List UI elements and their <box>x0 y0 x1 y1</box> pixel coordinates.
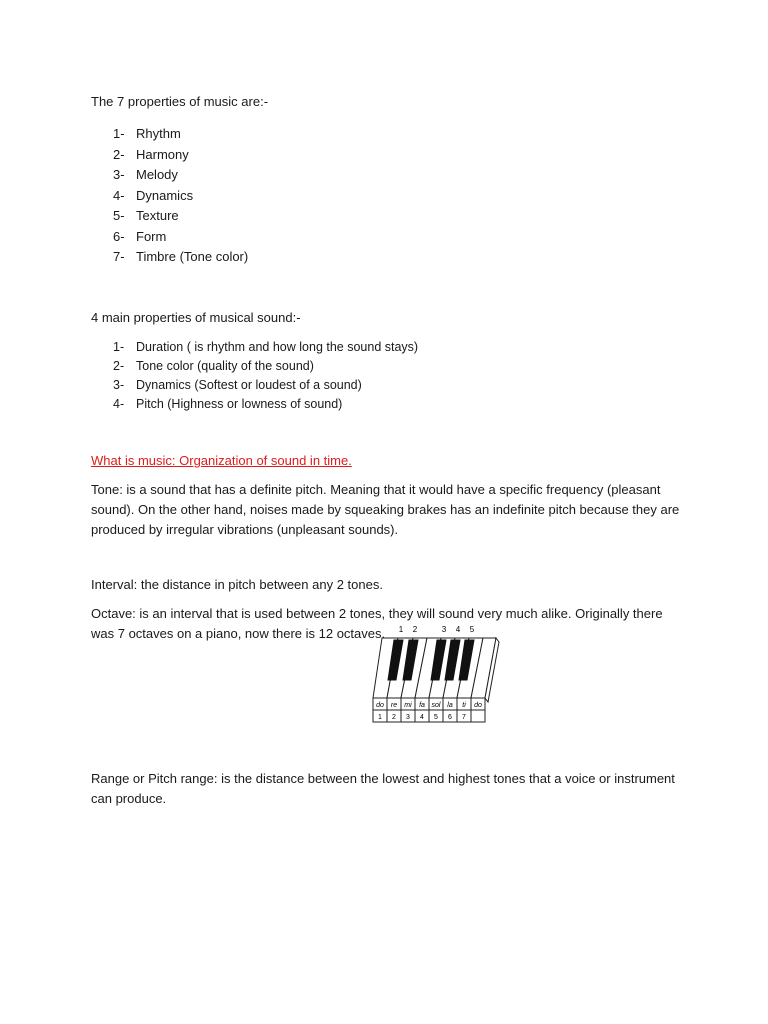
range-definition: Range or Pitch range: is the distance between the lowest and highest tones that a voice or instrument can produce. <box>91 771 675 806</box>
octave-definition: Octave: is an interval that is used between 2 tones, they will sound very much alike. Originally there was 7 octaves on a piano, now there is 12 octaves. <box>91 606 663 641</box>
list-text: Form <box>136 228 167 244</box>
list-number: 4- <box>113 397 125 411</box>
solfege-label: fa <box>419 702 425 709</box>
list-item <box>91 337 418 356</box>
white-key-number: 6 <box>448 714 452 721</box>
list-item <box>91 375 418 394</box>
list-number: 5- <box>113 208 125 223</box>
solfege-label: re <box>390 702 398 709</box>
list-item <box>91 165 248 186</box>
white-key-number: 1 <box>378 714 382 721</box>
list-text: Texture <box>136 208 179 223</box>
properties-heading: The 7 properties of music are:- <box>91 94 269 109</box>
list-item <box>91 356 418 375</box>
piano-keyboard-diagram <box>368 622 502 726</box>
list-text: Harmony <box>136 146 189 162</box>
list-item <box>91 145 248 166</box>
solfege-label: sol <box>431 702 441 709</box>
black-key-number: 3 <box>441 625 447 634</box>
list-item <box>91 124 248 145</box>
list-text: Duration ( is rhythm and how long the sound stays) <box>136 340 419 354</box>
list-number: 3- <box>113 378 125 392</box>
list-number: 6- <box>113 228 125 244</box>
solfege-label: do <box>474 702 482 709</box>
white-key-number: 3 <box>406 714 410 721</box>
black-key-number: 1 <box>398 625 404 634</box>
black-key-number: 2 <box>412 625 418 634</box>
list-item <box>91 394 418 413</box>
list-number: 7- <box>113 249 125 264</box>
list-text: Dynamics <box>136 187 194 203</box>
list-item <box>91 186 248 207</box>
seven-properties-list <box>91 124 248 268</box>
tone-definition: Tone: is a sound that has a definite pitch. Meaning that it would have a specific frequency (pleasant sound). On the other hand, noises made by squeaking brakes has an indefinite pitch because they are produced by irregular vibrations (unpleasant sounds). <box>91 482 680 537</box>
list-number: 1- <box>113 340 125 354</box>
list-number: 1- <box>113 126 125 141</box>
white-key-number: 7 <box>462 714 466 721</box>
white-key-number: 2 <box>392 714 396 721</box>
interval-definition: Interval: the distance in pitch between any 2 tones. <box>91 577 383 592</box>
white-key-number: 5 <box>434 714 438 721</box>
list-text: Melody <box>136 167 178 182</box>
four-properties-list <box>91 337 418 413</box>
list-item <box>91 227 248 248</box>
list-item <box>91 247 248 268</box>
list-item <box>91 206 248 227</box>
list-number: 3- <box>113 167 125 182</box>
musical-sound-heading: 4 main properties of musical sound:- <box>91 310 301 325</box>
list-text: Dynamics (Softest or loudest of a sound) <box>136 378 362 392</box>
black-key-number: 5 <box>469 625 475 634</box>
list-text: Timbre (Tone color) <box>136 249 249 264</box>
white-key-number: 4 <box>420 714 424 721</box>
list-number: 4- <box>113 187 125 203</box>
solfege-label: ti <box>462 702 466 709</box>
solfege-label: mi <box>404 702 412 709</box>
black-key-number: 4 <box>455 625 461 634</box>
solfege-label: la <box>447 702 453 709</box>
music-definition: What is music: Organization of sound in time. <box>91 453 352 468</box>
list-number: 2- <box>113 359 125 373</box>
list-text: Tone color (quality of the sound) <box>136 359 314 373</box>
list-text: Pitch (Highness or lowness of sound) <box>136 397 343 411</box>
list-number: 2- <box>113 146 125 162</box>
list-text: Rhythm <box>136 126 181 141</box>
solfege-label: do <box>376 702 384 709</box>
